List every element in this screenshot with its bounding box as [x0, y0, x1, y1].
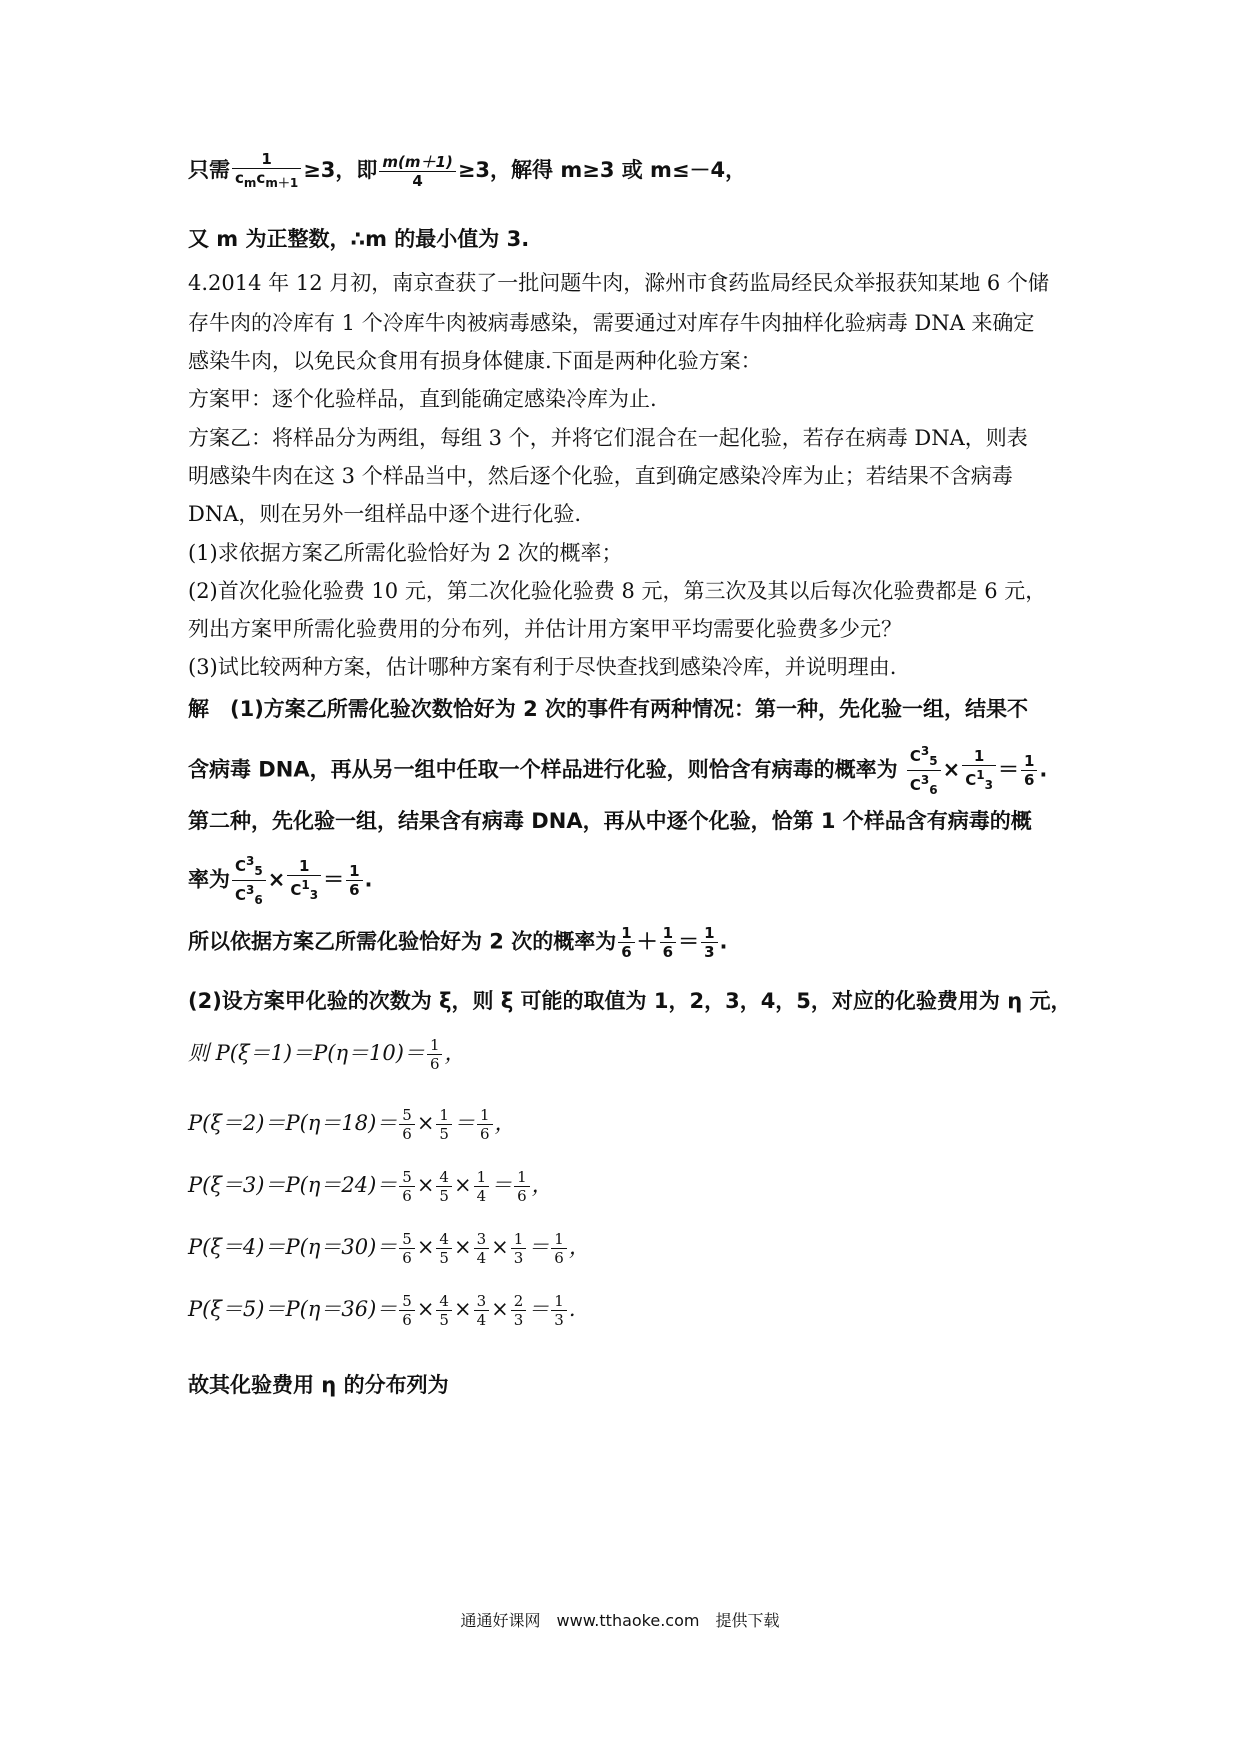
eq: ＝	[323, 867, 345, 892]
problem-line: 明感染牛肉在这 3 个样品当中，然后逐个化验，直到确定感染冷库为止；若结果不含病毒	[188, 464, 1013, 488]
sub: 6	[254, 893, 263, 907]
numerator: 1	[511, 1230, 527, 1249]
text: P(ξ＝2)＝P(η＝18)＝	[188, 1111, 398, 1135]
fraction	[436, 1168, 452, 1205]
text: 只需	[188, 158, 230, 182]
sup: 3	[246, 854, 255, 868]
denominator: 6	[554, 1249, 564, 1267]
denominator	[232, 169, 301, 192]
eq: ＝	[491, 1173, 513, 1197]
sup: 3	[246, 883, 255, 897]
denominator: 6	[1023, 771, 1035, 789]
denominator: 6	[402, 1125, 412, 1143]
denominator: 6	[402, 1311, 412, 1329]
c: C	[965, 771, 977, 789]
solution-line: (2)设方案甲化验的次数为 ξ，则 ξ 可能的取值为 1，2，3，4，5，对应的化验费用为 η 元，	[188, 989, 1072, 1013]
denominator: 5	[439, 1125, 449, 1143]
period: .	[1039, 757, 1048, 782]
numerator: 1	[346, 862, 362, 881]
numerator: 1	[436, 1106, 452, 1125]
period: .	[364, 867, 373, 892]
fraction	[477, 1106, 493, 1143]
text: 率为	[188, 867, 230, 892]
denominator: 4	[412, 171, 423, 190]
denominator: 6	[517, 1187, 527, 1205]
solution-sum	[188, 924, 728, 961]
times: ×	[416, 1111, 435, 1135]
fraction	[436, 1230, 452, 1267]
numerator: 1	[287, 857, 321, 876]
numerator	[907, 742, 941, 771]
solution-line: 故其化验费用 η 的分布列为	[188, 1373, 449, 1397]
numerator: 1	[514, 1168, 530, 1187]
numerator: 2	[511, 1292, 527, 1311]
fraction	[346, 862, 362, 899]
fraction	[436, 1106, 452, 1143]
fraction	[399, 1292, 415, 1329]
c: C	[909, 747, 921, 765]
numerator: 1	[701, 924, 717, 943]
denominator: 3	[513, 1249, 524, 1267]
comma: ，	[494, 1111, 516, 1135]
times: ×	[416, 1297, 435, 1321]
sup: 3	[920, 773, 930, 787]
period: .	[568, 1297, 576, 1321]
prob-line-3	[188, 1168, 553, 1205]
solution-line-prob2	[188, 852, 373, 909]
times: ×	[942, 757, 961, 782]
denominator: 4	[476, 1249, 487, 1267]
denominator: 5	[439, 1311, 449, 1329]
c: C	[909, 776, 921, 794]
text: ≥3，即	[303, 158, 378, 182]
denominator: 6	[402, 1249, 412, 1267]
text: 含病毒 DNA，再从另一组中任取一个样品进行化验，则恰含有病毒的概率为	[188, 757, 898, 782]
problem-line: 4.2014 年 12 月初，南京查获了一批问题牛肉，滁州市食药监局经民众举报获知某地 6 个储	[188, 271, 1049, 295]
numerator: 1	[232, 150, 301, 169]
sub: 5	[929, 754, 938, 768]
numerator: 1	[427, 1036, 443, 1055]
fraction	[399, 1230, 415, 1267]
times: ×	[453, 1235, 472, 1259]
sub: 3	[984, 778, 993, 792]
fraction	[379, 153, 455, 190]
c: C	[235, 886, 247, 904]
denominator: 6	[402, 1187, 412, 1205]
fraction	[1021, 752, 1037, 789]
times: ×	[267, 867, 286, 892]
numerator: 1	[474, 1168, 490, 1187]
numerator: 5	[399, 1168, 415, 1187]
fraction	[511, 1292, 527, 1329]
prob-line-1	[188, 1036, 465, 1073]
numerator: 5	[399, 1106, 415, 1125]
sub: 5	[254, 864, 263, 878]
denominator: 3	[554, 1311, 564, 1329]
times: ×	[416, 1235, 435, 1259]
times: ×	[491, 1235, 509, 1259]
numerator: 1	[551, 1292, 567, 1311]
fraction	[514, 1168, 530, 1205]
text: ≥3，解得 m≥3 或 m≤－4，	[457, 158, 747, 182]
prob-line-2	[188, 1106, 516, 1143]
times: ×	[416, 1173, 435, 1197]
denominator	[232, 881, 266, 909]
denominator: 6	[621, 943, 632, 961]
fraction	[232, 852, 266, 909]
fraction	[907, 742, 941, 799]
fraction	[511, 1230, 527, 1267]
numerator: 1	[477, 1106, 493, 1125]
period: .	[719, 929, 728, 954]
sup: 1	[301, 878, 310, 892]
fraction	[427, 1036, 443, 1073]
denominator: 5	[439, 1187, 449, 1205]
fraction	[474, 1168, 490, 1205]
numerator: m(m＋1)	[379, 153, 455, 172]
denominator: 6	[349, 881, 360, 899]
eq: ＝	[453, 1111, 475, 1135]
solution-line-prob1	[188, 742, 1047, 799]
solution-line: 解 (1)方案乙所需化验次数恰好为 2 次的事件有两种情况：第一种，先化验一组，结果不	[188, 697, 1029, 721]
eq: ＝	[528, 1297, 550, 1321]
question-2-cont: 列出方案甲所需化验费用的分布列，并估计用方案甲平均需要化验费多少元？	[188, 617, 902, 641]
numerator: 5	[399, 1230, 415, 1249]
problem-line: 方案乙：将样品分为两组，每组 3 个，并将它们混合在一起化验，若存在病毒 DNA，则表	[188, 426, 1028, 450]
question-1: (1)求依据方案乙所需化验恰好为 2 次的概率；	[188, 541, 623, 565]
fraction	[551, 1292, 567, 1329]
denominator: 6	[662, 943, 674, 961]
fraction	[660, 924, 676, 961]
prob-line-4	[188, 1230, 590, 1267]
plus: ＋	[636, 929, 658, 954]
c-letter: c	[235, 169, 244, 187]
times: ×	[453, 1297, 472, 1321]
c: C	[290, 881, 302, 899]
problem-line: 方案甲：逐个化验样品，直到能确定感染冷库为止.	[188, 387, 657, 411]
c: C	[235, 857, 247, 875]
footer-watermark: 通通好课网 www.tthaoke.com 提供下载	[460, 1611, 780, 1630]
numerator: 4	[436, 1292, 452, 1311]
numerator: 3	[474, 1292, 490, 1311]
sub: m	[243, 176, 257, 190]
denominator	[907, 771, 941, 799]
denominator: 3	[704, 943, 715, 961]
sub: 3	[309, 888, 319, 902]
numerator: 4	[436, 1168, 452, 1187]
line-min-value: 又 m 为正整数，∴m 的最小值为 3.	[188, 227, 530, 251]
c-letter: c	[256, 169, 266, 187]
sup: 3	[920, 744, 930, 758]
times: ×	[453, 1173, 472, 1197]
text: P(ξ＝5)＝P(η＝36)＝	[188, 1297, 398, 1321]
text: P(ξ＝4)＝P(η＝30)＝	[188, 1235, 398, 1259]
problem-line: 感染牛肉，以免民众食用有损身体健康.下面是两种化验方案：	[188, 349, 762, 373]
numerator: 1	[962, 747, 996, 766]
question-2: (2)首次化验化验费 10 元，第二次化验化验费 8 元，第三次及其以后每次化验费都是 6 元，	[188, 579, 1047, 603]
numerator: 1	[618, 924, 634, 943]
fraction	[232, 150, 301, 192]
text: P(ξ＝3)＝P(η＝24)＝	[188, 1173, 398, 1197]
solution-line: 第二种，先化验一组，结果含有病毒 DNA，再从中逐个化验，恰第 1 个样品含有病毒的概	[188, 809, 1032, 833]
eq: ＝	[528, 1235, 550, 1259]
sub: m＋1	[265, 176, 299, 190]
denominator: 4	[476, 1187, 487, 1205]
fraction	[436, 1292, 452, 1329]
fraction	[618, 924, 634, 961]
sub: 6	[929, 783, 938, 797]
comma: ，	[444, 1041, 466, 1065]
line-condition	[188, 150, 746, 192]
denominator: 5	[439, 1249, 449, 1267]
question-3: (3)试比较两种方案，估计哪种方案有利于尽快查找到感染冷库，并说明理由.	[188, 655, 897, 679]
eq: ＝	[997, 757, 1019, 782]
fraction	[399, 1168, 415, 1205]
numerator: 5	[399, 1292, 415, 1311]
times: ×	[491, 1297, 509, 1321]
problem-line: DNA，则在另外一组样品中逐个进行化验.	[188, 502, 582, 526]
denominator	[962, 766, 996, 794]
denominator: 4	[476, 1311, 487, 1329]
fraction	[701, 924, 717, 961]
fraction	[474, 1292, 490, 1329]
numerator: 3	[474, 1230, 490, 1249]
prob-line-5	[188, 1292, 576, 1329]
numerator: 1	[551, 1230, 567, 1249]
numerator: 1	[660, 924, 676, 943]
comma: ，	[568, 1235, 590, 1259]
sup: 1	[976, 768, 985, 782]
text: 所以依据方案乙所需化验恰好为 2 次的概率为	[188, 929, 617, 954]
text: 则 P(ξ＝1)＝P(η＝10)＝	[188, 1041, 425, 1065]
eq: ＝	[678, 929, 700, 954]
comma: ，	[531, 1173, 553, 1197]
problem-line: 存牛肉的冷库有 1 个冷库牛肉被病毒感染，需要通过对库存牛肉抽样化验病毒 DNA 来确定	[188, 311, 1035, 335]
denominator: 6	[429, 1055, 440, 1073]
fraction	[399, 1106, 415, 1143]
fraction	[962, 747, 996, 794]
fraction	[551, 1230, 567, 1267]
denominator: 6	[479, 1125, 490, 1143]
numerator: 4	[436, 1230, 452, 1249]
numerator	[232, 852, 266, 881]
numerator: 1	[1021, 752, 1037, 771]
denominator	[287, 876, 321, 904]
fraction	[474, 1230, 490, 1267]
denominator: 3	[513, 1311, 524, 1329]
fraction	[287, 857, 321, 904]
